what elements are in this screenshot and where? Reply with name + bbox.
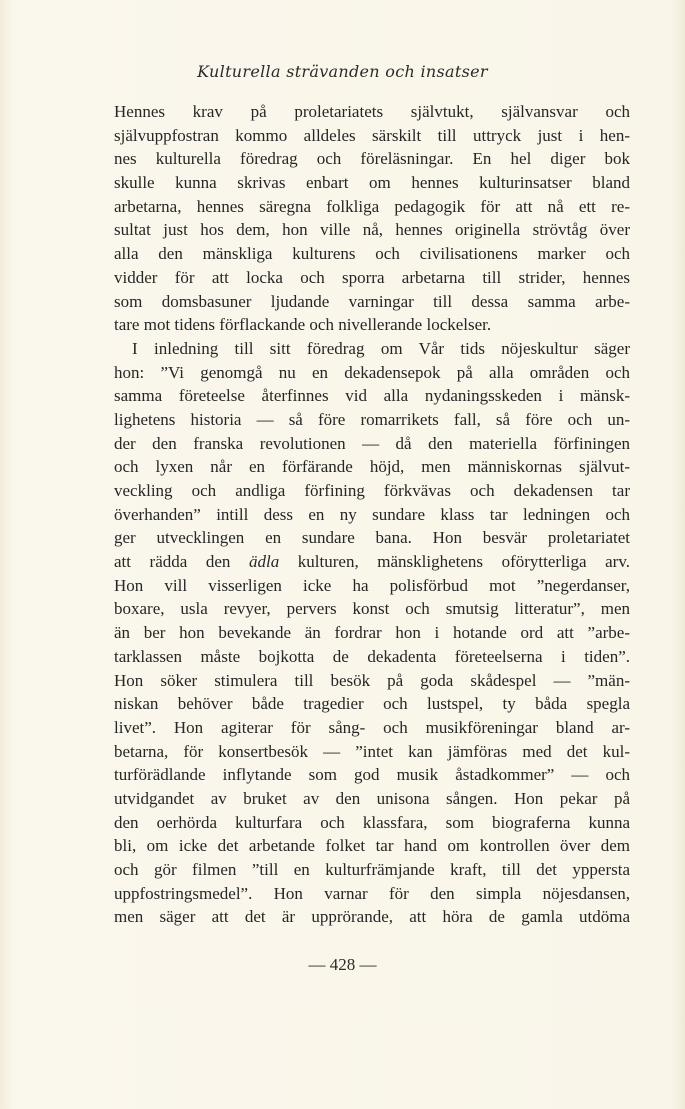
- text-line: sultat just hos dem, hon ville nå, hennes originella strövtåg över: [114, 220, 630, 240]
- text-line: arbetarna, hennes säregna folkliga pedagogik för att nå ett re-: [114, 196, 630, 216]
- text-line: nes kulturella föredrag och föreläsningar. En hel diger bok: [114, 149, 630, 169]
- text-line: boxare, usla revyer, pervers konst och smutsig litteratur”, men: [114, 599, 630, 619]
- text-line: Hennes krav på proletariatets självtukt, självansvar och: [114, 102, 630, 121]
- text-line: och gör filmen ”till en kulturfrämjande kraft, till det yppersta: [114, 860, 630, 879]
- text-line: livet”. Hon agiterar för sång- och musikföreningar bland ar-: [114, 717, 630, 737]
- text-line: den oerhörda kulturfara och klassfara, som biograferna kunna: [114, 812, 630, 832]
- text-line: men säger att det är upprörande, att höra de gamla utdöma: [114, 907, 630, 927]
- text-line: som domsbasuner ljudande varningar till dessa samma arbe-: [114, 291, 630, 311]
- text-line: vidder för att locka och sporra arbetarna till strider, hennes: [114, 267, 630, 287]
- text-line: självuppfostran kommo alldeles särskilt till uttryck just i hen-: [114, 125, 630, 145]
- text-line: tare mot tidens förflackande och nivellerande lockelser.: [114, 315, 492, 335]
- text-line: överhanden” intill dess en ny sundare klass tar ledningen och: [114, 504, 630, 524]
- text-line: och lyxen når en förfärande höjd, men människornas självut-: [114, 457, 630, 477]
- italic-word: ädla: [249, 552, 280, 572]
- text-line: Hon söker stimulera till besök på goda skådespel — ”män-: [114, 670, 630, 690]
- text-line: [114, 550, 630, 574]
- text-line: veckling och andliga förfining förkvävas och dekadensen tar: [114, 481, 630, 500]
- text-line: alla den mänskliga kulturens och civilisationens marker och: [114, 244, 630, 264]
- text-line: ger utvecklingen en sundare bana. Hon besvär proletariatet: [114, 528, 630, 548]
- text-line: bli, om icke det arbetande folket tar hand om kontrollen över dem: [114, 836, 630, 856]
- page-number: — 428 —: [308, 955, 377, 974]
- running-header: Kulturella strävanden och insatser: [197, 62, 488, 81]
- text-line: lighetens historia — så före romarrikets fall, så före och un-: [114, 409, 630, 429]
- text-line: betarna, för konsertbesök — ”intet kan jämföras med det kul-: [114, 741, 630, 761]
- text-line: skulle kunna skrivas enbart om hennes kulturinsatser bland: [114, 173, 630, 193]
- text-line: uppfostringsmedel”. Hon varnar för den simpla nöjesdansen,: [114, 883, 630, 903]
- text-line: niskan behöver både tragedier och lustspel, ty båda spegla: [114, 694, 630, 714]
- text-line: samma företeelse återfinnes vid alla nydaningsskeden i mänsk-: [114, 386, 630, 406]
- text-line: än ber hon bevekande än fordrar hon i hotande ord att ”arbe-: [114, 623, 630, 643]
- text-fragment: kulturen, mänsklighetens oförytterliga arv.: [279, 552, 630, 572]
- text-line: Hon vill visserligen icke ha polisförbud mot ”negerdanser,: [114, 575, 630, 595]
- text-line: hon: ”Vi genomgå nu en dekadensepok på alla områden och: [114, 362, 630, 382]
- text-line: der den franska revolutionen — då den materiella förfiningen: [114, 433, 630, 453]
- text-line: I inledning till sitt föredrag om Vår tids nöjeskultur säger: [132, 338, 630, 358]
- body-text: [114, 100, 630, 929]
- text-line: tarklassen måste bojkotta de dekadenta företeelserna i tiden”.: [114, 646, 630, 666]
- text-line: utvidgandet av bruket av den unisona sången. Hon pekar på: [114, 788, 630, 808]
- text-line: turförädlande inflytande som god musik åstadkommer” — och: [114, 765, 630, 785]
- text-fragment: att rädda den: [114, 552, 249, 572]
